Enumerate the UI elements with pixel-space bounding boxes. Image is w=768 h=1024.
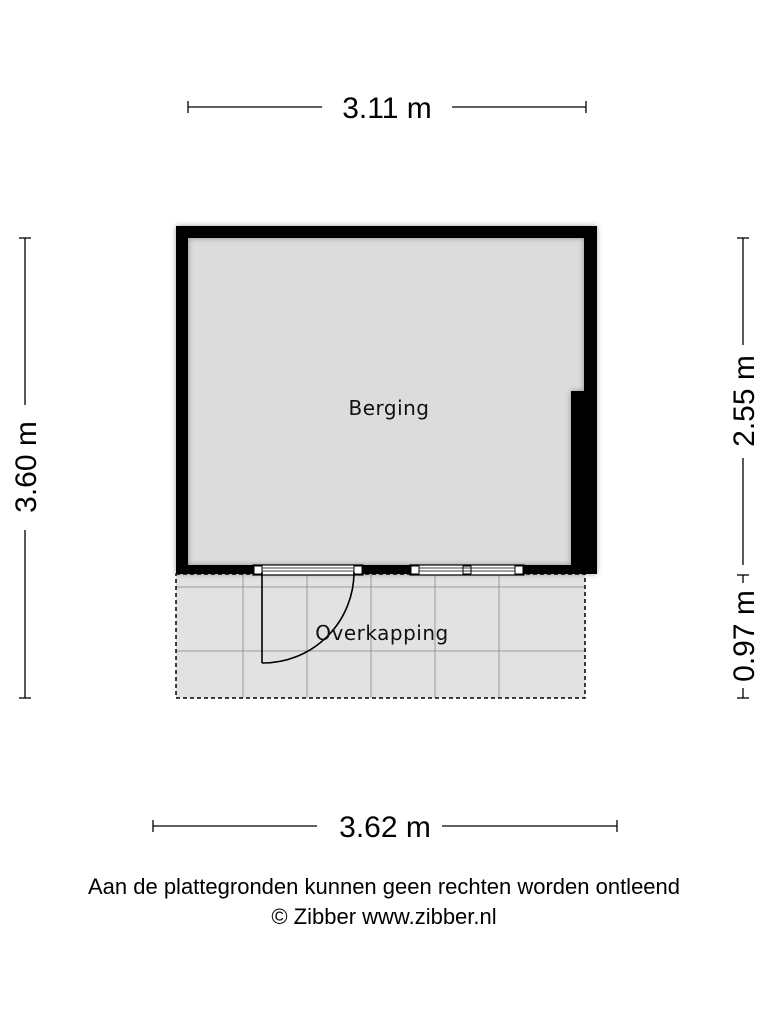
window: [410, 565, 524, 575]
dimension-right-upper-label: 2.55 m: [728, 355, 761, 447]
dimension-top-label: 3.11 m: [342, 92, 432, 125]
dimension-left-label: 3.60 m: [10, 421, 43, 513]
storage-room-label: Berging: [348, 396, 430, 420]
dimension-bottom-label: 3.62 m: [339, 811, 431, 844]
copyright-text: © Zibber www.zibber.nl: [271, 904, 497, 929]
dimension-right-lower-label: 0.97 m: [728, 590, 761, 682]
covered-area-label: Overkapping: [315, 621, 449, 645]
disclaimer-text: Aan de plattegronden kunnen geen rechten worden ontleend: [87, 874, 681, 899]
